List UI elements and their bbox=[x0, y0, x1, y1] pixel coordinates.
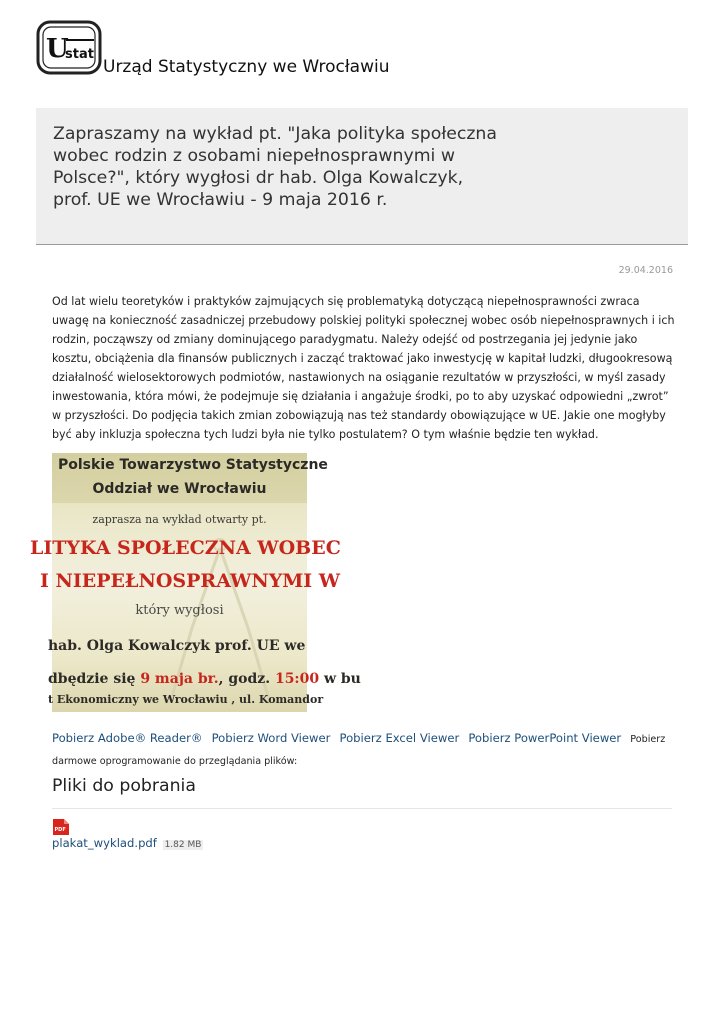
lecture-poster-image[interactable] bbox=[30, 453, 361, 712]
word-viewer-link[interactable]: Pobierz Word Viewer bbox=[211, 731, 331, 745]
logo-graphic bbox=[36, 20, 103, 76]
poster-line-4: LITYKA SPOŁECZNA WOBEC bbox=[30, 537, 341, 559]
downloads-heading: Pliki do pobrania bbox=[52, 776, 196, 796]
svg-text:stat: stat bbox=[65, 47, 94, 62]
file-size-badge: 1.82 MB bbox=[164, 840, 202, 850]
article-title: Zapraszamy na wykład pt. "Jaka polityka społeczna wobec rodzin z osobami niepełnosprawnymi w Polsce?", który wygłosi dr hab. Olga Kowalczyk, prof. UE we Wrocławiu - 9 maja 2016 r. bbox=[53, 124, 497, 210]
poster-line-9: t Ekonomiczny we Wrocławiu , ul. Komandor bbox=[48, 693, 324, 706]
pdf-icon-label: PDF bbox=[54, 827, 66, 833]
file-item bbox=[52, 836, 203, 850]
poster-line-8-mid: , godz. bbox=[218, 671, 275, 687]
publication-date: 29.04.2016 bbox=[618, 265, 673, 276]
adobe-reader-link[interactable]: Pobierz Adobe® Reader® bbox=[52, 731, 203, 745]
poster-line-8-pre: dbędzie się bbox=[48, 671, 141, 687]
us-logo[interactable] bbox=[36, 20, 103, 76]
poster-line-5: I NIEPEŁNOSPRAWNYMI W bbox=[40, 570, 341, 592]
poster-line-6: który wygłosi bbox=[135, 603, 224, 618]
poster-line-1: Polskie Towarzystwo Statystyczne bbox=[58, 457, 328, 473]
pdf-icon-graphic bbox=[52, 819, 69, 835]
viewer-links bbox=[52, 727, 672, 771]
poster-line-8-date: 9 maja br. bbox=[140, 671, 219, 687]
svg-text:U: U bbox=[46, 34, 69, 64]
section-divider bbox=[52, 808, 672, 809]
article-title-box bbox=[36, 108, 688, 245]
poster-line-8 bbox=[48, 671, 361, 687]
poster-line-8-end: w bu bbox=[319, 671, 361, 687]
powerpoint-viewer-link[interactable]: Pobierz PowerPoint Viewer bbox=[468, 731, 622, 745]
poster-line-2: Oddział we Wrocławiu bbox=[92, 481, 267, 497]
poster-line-3: zaprasza na wykład otwarty pt. bbox=[92, 513, 267, 526]
site-header bbox=[36, 20, 676, 78]
pdf-icon[interactable] bbox=[52, 819, 69, 835]
article-body: Od lat wielu teoretyków i praktyków zajmujących się problematyką dotyczącą niepełnosprawności zwraca uwagę na konieczność zasadniczej przebudowy polskiej polityki społecznej wobec osób niepełnosprawnych i ich rodzin, począwszy od zmiany dominującego paradygmatu. Należy odejść od postrzegania jej jedynie jako kosztu, obciążenia dla finansów publicznych i zacząć traktować jako inwestycję w kapitał ludzki, długookresową działalność wielosektorowych podmiotów, nastawionych na osiąganie rezultatów w przyszłości, w myśl zasady inwestowania, która mówi, że podejmuje się działania i angażuje środki, po to aby uzyskać odpowiedni „zwrot” w przyszłości. Do podjęcia takich zmian zobowiązują nas też standardy obowiązujące w UE. Jakie one mogłyby być aby inkluzja społeczna tych ludzi była nie tylko postulatem? O tym właśnie będzie ten wykład. bbox=[52, 295, 675, 441]
poster-line-7: hab. Olga Kowalczyk prof. UE we bbox=[48, 638, 306, 654]
excel-viewer-link[interactable]: Pobierz Excel Viewer bbox=[339, 731, 460, 745]
organization-name[interactable]: Urząd Statystyczny we Wrocławiu bbox=[103, 57, 390, 77]
viewer-note: Pobierz darmowe oprogramowanie do przeglądania plików: bbox=[52, 734, 666, 767]
file-download-link[interactable]: plakat_wyklad.pdf bbox=[52, 836, 157, 850]
poster-line-8-time: 15:00 bbox=[274, 671, 320, 687]
